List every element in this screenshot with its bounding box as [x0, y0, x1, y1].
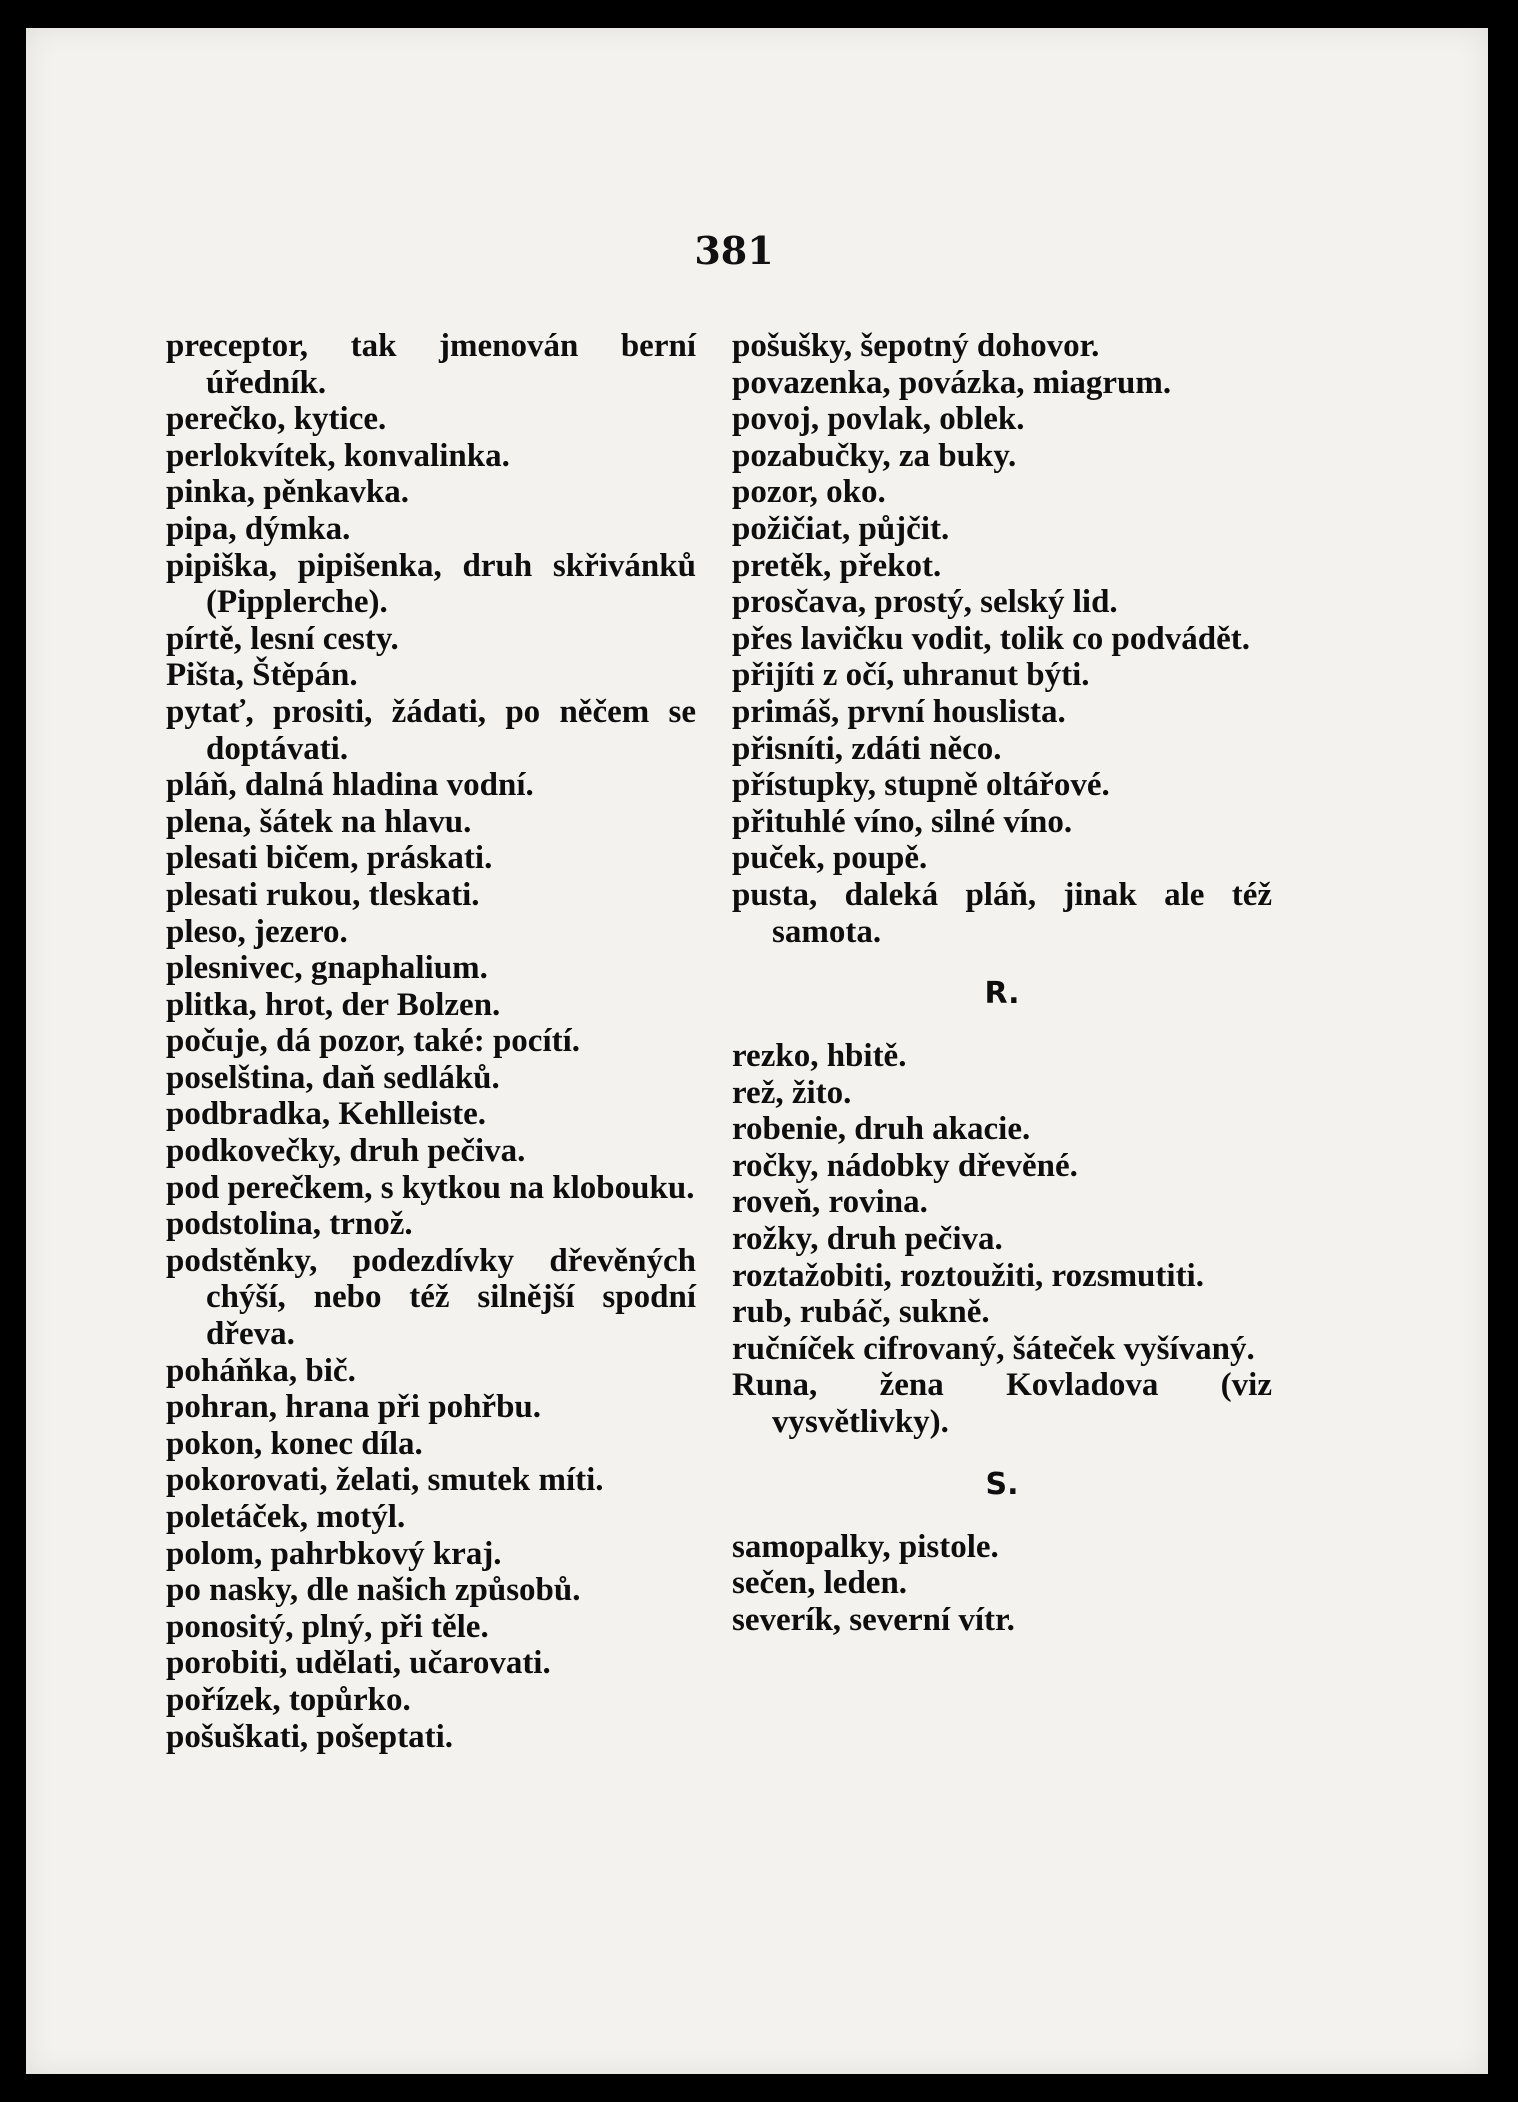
- glossary-entry: počuje, dá pozor, také: pocítí.: [166, 1023, 581, 1060]
- glossary-entry: přituhlé víno, silné víno.: [732, 803, 1073, 840]
- glossary-entry: perečko, kytice.: [166, 401, 387, 438]
- glossary-entry: puček, poupě.: [732, 840, 928, 877]
- glossary-entry: pozor, oko.: [732, 474, 886, 511]
- glossary-entry: pohran, hrana při pohřbu.: [166, 1389, 542, 1426]
- glossary-entry: preceptor, tak jmenován berní úředník.: [166, 328, 696, 401]
- glossary-entry: severík, severní vítr.: [732, 1601, 1015, 1638]
- glossary-entry: přes lavičku vodit, tolik co podvádět.: [732, 620, 1250, 657]
- glossary-entry: pozabučky, za buky.: [732, 437, 1017, 474]
- glossary-entry: přijíti z očí, uhranut býti.: [732, 657, 1090, 694]
- glossary-entry: pipa, dýmka.: [166, 510, 351, 547]
- glossary-entry: pokon, konec díla.: [166, 1425, 423, 1462]
- glossary-entry: pořízek, topůrko.: [166, 1681, 411, 1718]
- p-entries: [732, 328, 1272, 950]
- glossary-entry: Pišta, Štěpán.: [166, 657, 358, 694]
- glossary-entry: podbradka, Kehlleiste.: [166, 1096, 486, 1133]
- glossary-entry: polom, pahrbkový kraj.: [166, 1535, 502, 1572]
- glossary-entry: rezko, hbitě.: [732, 1038, 907, 1075]
- glossary-entry: porobiti, udělati, učarovati.: [166, 1645, 551, 1682]
- glossary-entry: pod perečkem, s kytkou na klobouku.: [166, 1169, 695, 1206]
- glossary-entry: poháňka, bič.: [166, 1352, 356, 1389]
- glossary-entry: plesnivec, gnaphalium.: [166, 950, 488, 987]
- book-page: [26, 28, 1488, 2074]
- glossary-entry: přisníti, zdáti něco.: [732, 730, 1002, 767]
- glossary-entry: rež, žito.: [732, 1074, 852, 1111]
- glossary-entry: pusta, daleká pláň, jinak ale též samota.: [732, 876, 1272, 950]
- right-column: [732, 328, 1272, 1638]
- glossary-entry: pipiška, pipišenka, druh skřivánků (Pipplerche).: [166, 547, 696, 621]
- glossary-entry: povazenka, povázka, miagrum.: [732, 364, 1172, 401]
- glossary-entry: pošuškati, pošeptati.: [166, 1718, 453, 1755]
- glossary-entry: povoj, povlak, oblek.: [732, 401, 1025, 438]
- glossary-entry: prosčava, prostý, selský lid.: [732, 584, 1118, 621]
- glossary-entry: plena, šátek na hlavu.: [166, 803, 472, 840]
- glossary-entry: pláň, dalná hladina vodní.: [166, 767, 534, 804]
- glossary-entry: plesati rukou, tleskati.: [166, 876, 480, 913]
- glossary-entry: rožky, druh pečiva.: [732, 1221, 1003, 1258]
- glossary-entry: Runa, žena Kovladova (viz vysvětlivky).: [732, 1367, 1272, 1441]
- glossary-entry: perlokvítek, konvalinka.: [166, 437, 510, 474]
- section-heading-r: R.: [984, 976, 1020, 1012]
- glossary-entry: pokorovati, želati, smutek míti.: [166, 1462, 604, 1499]
- page-number: 381: [694, 228, 774, 273]
- glossary-entry: pírtě, lesní cesty.: [166, 620, 399, 657]
- glossary-entry: primáš, první houslista.: [732, 693, 1066, 730]
- glossary-entry: po nasky, dle našich způsobů.: [166, 1572, 581, 1609]
- glossary-entry: pretěk, překot.: [732, 547, 942, 584]
- glossary-entry: ročky, nádobky dřevěné.: [732, 1147, 1078, 1184]
- glossary-entry: pošušky, šepotný dohovor.: [732, 328, 1100, 364]
- glossary-entry: ručníček cifrovaný, šáteček vyšívaný.: [732, 1330, 1255, 1367]
- glossary-entry: pytať, prositi, žádati, po něčem se doptávati.: [166, 693, 696, 767]
- glossary-entry: ponositý, plný, při těle.: [166, 1608, 489, 1645]
- section-heading-s: S.: [985, 1466, 1019, 1502]
- r-entries: [732, 1038, 1272, 1441]
- glossary-entry: podstolina, trnož.: [166, 1206, 413, 1243]
- glossary-entry: poletáček, motýl.: [166, 1499, 406, 1535]
- glossary-entry: pinka, pěnkavka.: [166, 474, 410, 511]
- glossary-entry: podkovečky, druh pečiva.: [166, 1133, 526, 1170]
- glossary-entry: sečen, leden.: [732, 1565, 908, 1602]
- glossary-entry: rub, rubáč, sukně.: [732, 1294, 990, 1331]
- s-entries: [732, 1529, 1272, 1639]
- glossary-entry: požičiat, půjčit.: [732, 510, 950, 547]
- glossary-entry: přístupky, stupně oltářové.: [732, 767, 1110, 804]
- glossary-entry: robenie, druh akacie.: [732, 1111, 1031, 1148]
- glossary-entry: roztažobiti, roztoužiti, rozsmutiti.: [732, 1257, 1204, 1294]
- glossary-entry: plesati bičem, práskati.: [166, 840, 493, 877]
- glossary-entry: samopalky, pistole.: [732, 1528, 999, 1565]
- left-column: [166, 328, 696, 1755]
- glossary-entry: pleso, jezero.: [166, 913, 348, 950]
- glossary-entry: roveň, rovina.: [732, 1184, 928, 1221]
- glossary-entry: podstěnky, podezdívky dřevěných chýší, nebo též silnější spodní dřeva.: [166, 1242, 696, 1353]
- glossary-entry: plitka, hrot, der Bolzen.: [166, 986, 501, 1023]
- glossary-entry: poselština, daň sedláků.: [166, 1059, 500, 1096]
